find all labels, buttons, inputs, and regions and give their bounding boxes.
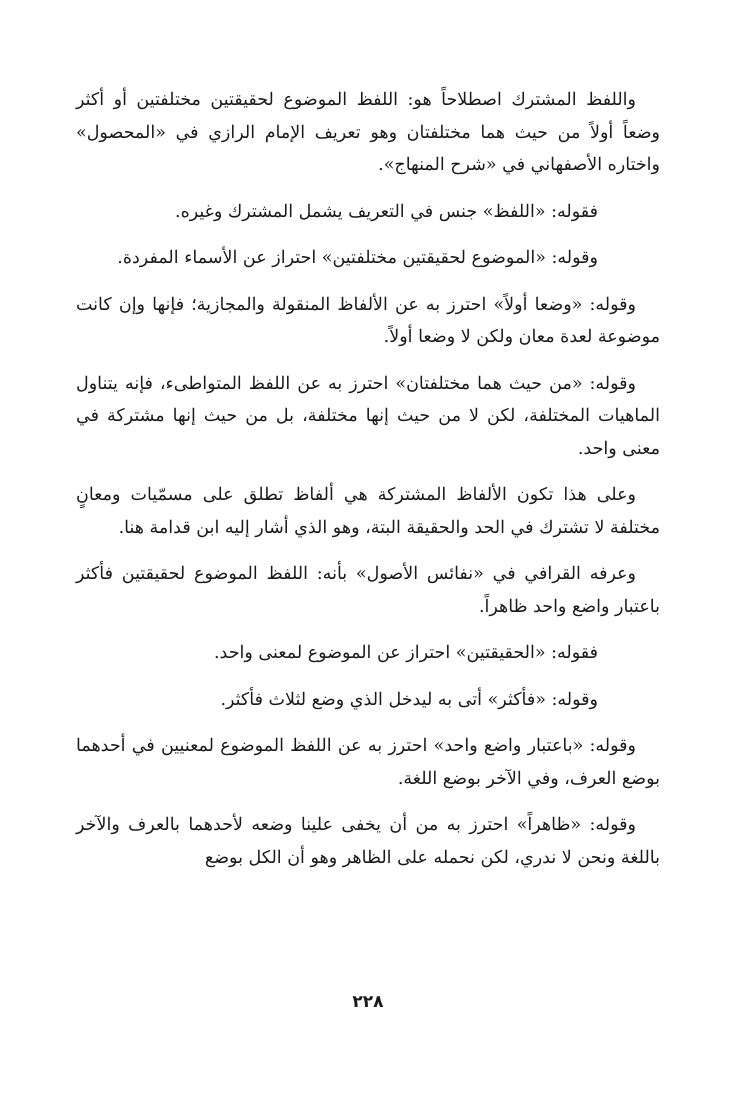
paragraph-note-haqiqatayn: فقوله: «الحقيقتين» احتراز عن الموضوع لمعنى واحد. — [213, 643, 598, 663]
body-text — [76, 84, 660, 888]
paragraph-qarafi-definition: وعرفه القرافي في «نفائس الأصول» بأنه: اللفظ الموضوع لحقيقتين فأكثر باعتبار واضع واحد ظاهراً. — [76, 564, 660, 617]
paragraph-note-wad-awwal: وقوله: «وضعا أولاً» احترز به عن الألفاظ المنقولة والمجازية؛ فإنها وإن كانت موضوعة لعدة معان ولكن لا وضعا أولاً. — [76, 294, 660, 347]
paragraph-conclusion: وعلى هذا تكون الألفاظ المشتركة هي ألفاظ تطلق على مسمّيات ومعانٍ مختلفة لا تشترك في الحد والحقيقة البتة، وهو الذي أشار إليه ابن قدامة هنا. — [76, 485, 660, 538]
paragraph-note-mawdu: وقوله: «الموضوع لحقيقتين مختلفتين» احتراز عن الأسماء المفردة. — [117, 248, 598, 268]
paragraph-note-min-haythu: وقوله: «من حيث هما مختلفتان» احترز به عن اللفظ المتواطىء، فإنه يتناول الماهيات المختلفة، لكن لا من حيث إنها مختلفة، بل من حيث إنها مشتركة في معنى واحد. — [76, 373, 660, 459]
paragraph-definition: واللفظ المشترك اصطلاحاً هو: اللفظ الموضوع لحقيقتين مختلفتين أو أكثر وضعاً أولاً من حيث هما مختلفتان وهو تعريف الإمام الرازي في «المحصول» واختاره الأصفهاني في «شرح المنهاج». — [76, 90, 660, 175]
paragraph-note-zahiran: وقوله: «ظاهراً» احترز به من أن يخفى علينا وضعه لأحدهما بالعرف والآخر باللغة ونحن لا ندري، لكن نحمله على الظاهر وهو أن الكل بوضع — [76, 815, 660, 868]
paragraph-note-wadi-wahid: وقوله: «باعتبار واضع واحد» احترز به عن اللفظ الموضوع لمعنيين في أحدهما بوضع العرف، وفي الآخر بوضع اللغة. — [76, 736, 660, 789]
page-number: ٢٢٨ — [352, 992, 384, 1012]
paragraph-note-akthar: وقوله: «فأكثر» أتى به ليدخل الذي وضع لثلاث فأكثر. — [220, 689, 598, 710]
paragraph-note-lafz: فقوله: «اللفظ» جنس في التعريف يشمل المشترك وغيره. — [175, 201, 598, 222]
